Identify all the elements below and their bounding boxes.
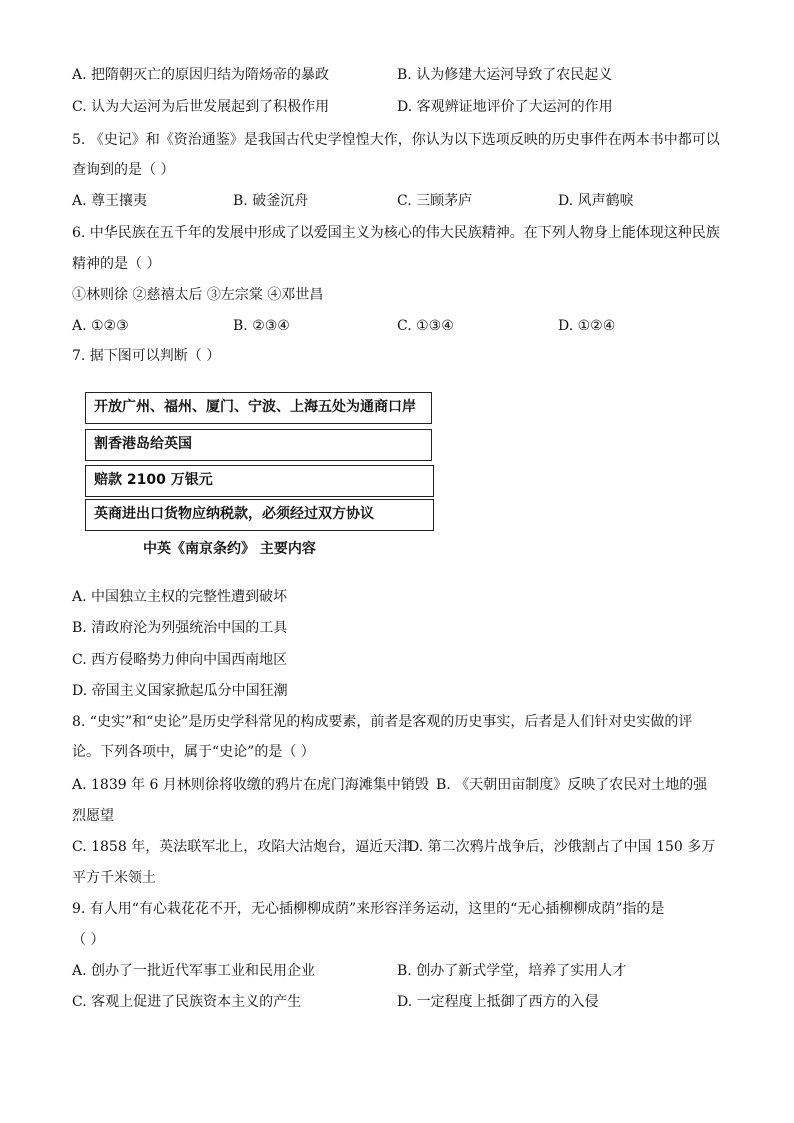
q9-option-a: A. 创办了一批近代军事工业和民用企业 — [72, 963, 316, 979]
q7-option-b: B. 清政府沦为列强统治中国的工具 — [72, 620, 288, 636]
q5-stem-line2: 查询到的是（ ） — [72, 162, 175, 178]
q5-stem-line1: 5. 《史记》和《资治通鉴》是我国古代史学惶惶大作，你认为以下选项反映的历史事件在两本书中都可以 — [72, 132, 720, 148]
q7-option-c: C. 西方侵略势力伸向中国西南地区 — [72, 652, 288, 668]
q5-option-c: C. 三顾茅庐 — [397, 193, 473, 209]
q6-stem-line1: 6. 中华民族在五千年的发展中形成了以爱国主义为核心的伟大民族精神。在下列人物身上能体现这种民族 — [72, 225, 720, 241]
q4-option-a: A. 把隋朝灭亡的原因归结为隋炀帝的暴政 — [72, 67, 330, 83]
q8-option-d-line2: 平方千米领土 — [72, 870, 156, 886]
q4-option-b: B. 认为修建大运河导致了农民起义 — [397, 67, 613, 83]
q6-stem-line2: 精神的是（ ） — [72, 256, 161, 272]
q9-stem-line2: （ ） — [72, 932, 105, 948]
treaty-box-tariff: 英商进出口货物应纳税款，必须经过双方协议 — [85, 499, 434, 531]
q8-option-d-line1: D. 第二次鸦片战争后，沙俄割占了中国 150 多万 — [408, 839, 716, 855]
q6-option-c: C. ①③④ — [397, 318, 454, 334]
q9-option-c: C. 客观上促进了民族资本主义的产生 — [72, 994, 302, 1010]
q8-option-c: C. 1858 年，英法联军北上，攻陷大沽炮台，逼近天津 — [72, 839, 412, 855]
q5-option-a: A. 尊王攘夷 — [72, 193, 148, 209]
treaty-box-indemnity: 赔款 2100 万银元 — [85, 465, 434, 497]
q8-stem-line1: 8. “史实”和“史论”是历史学科常见的构成要素，前者是客观的历史事实，后者是人们针对史实做的评 — [72, 714, 693, 730]
treaty-figure-caption: 中英《南京条约》 主要内容 — [143, 541, 316, 557]
q4-option-c: C. 认为大运河为后世发展起到了积极作用 — [72, 99, 330, 115]
q9-stem-line1: 9. 有人用“有心栽花花不开，无心插柳柳成荫”来形容洋务运动，这里的“无心插柳柳成荫”指的是 — [72, 901, 665, 917]
q6-option-b: B. ②③④ — [233, 318, 290, 334]
treaty-box-ports: 开放广州、福州、厦门、宁波、上海五处为通商口岸 — [85, 392, 432, 424]
q6-option-d: D. ①②④ — [558, 318, 616, 334]
q8-option-a: A. 1839 年 6 月林则徐将收缴的鸦片在虎门海滩集中销毁 — [72, 777, 429, 793]
q6-option-a: A. ①②③ — [72, 318, 129, 334]
treaty-box-hongkong: 割香港岛给英国 — [85, 429, 432, 461]
q9-option-d: D. 一定程度上抵御了西方的入侵 — [397, 994, 599, 1010]
q8-option-b-line2: 烈愿望 — [72, 808, 114, 824]
q7-option-d: D. 帝国主义国家掀起瓜分中国狂潮 — [72, 683, 288, 699]
q5-option-b: B. 破釜沉舟 — [233, 193, 309, 209]
q8-option-b-line1: B. 《天朝田亩制度》反映了农民对土地的强 — [436, 777, 708, 793]
q5-option-d: D. 风声鹤唳 — [558, 193, 634, 209]
q7-stem: 7. 据下图可以判断（ ） — [72, 348, 221, 364]
q7-option-a: A. 中国独立主权的完整性遭到破坏 — [72, 589, 288, 605]
q6-items: ①林则徐 ②慈禧太后 ③左宗棠 ④邓世昌 — [72, 287, 324, 303]
q8-stem-line2: 论。下列各项中，属于“史论”的是（ ） — [72, 744, 315, 760]
q4-option-d: D. 客观辨证地评价了大运河的作用 — [397, 99, 613, 115]
q9-option-b: B. 创办了新式学堂，培养了实用人才 — [397, 963, 627, 979]
